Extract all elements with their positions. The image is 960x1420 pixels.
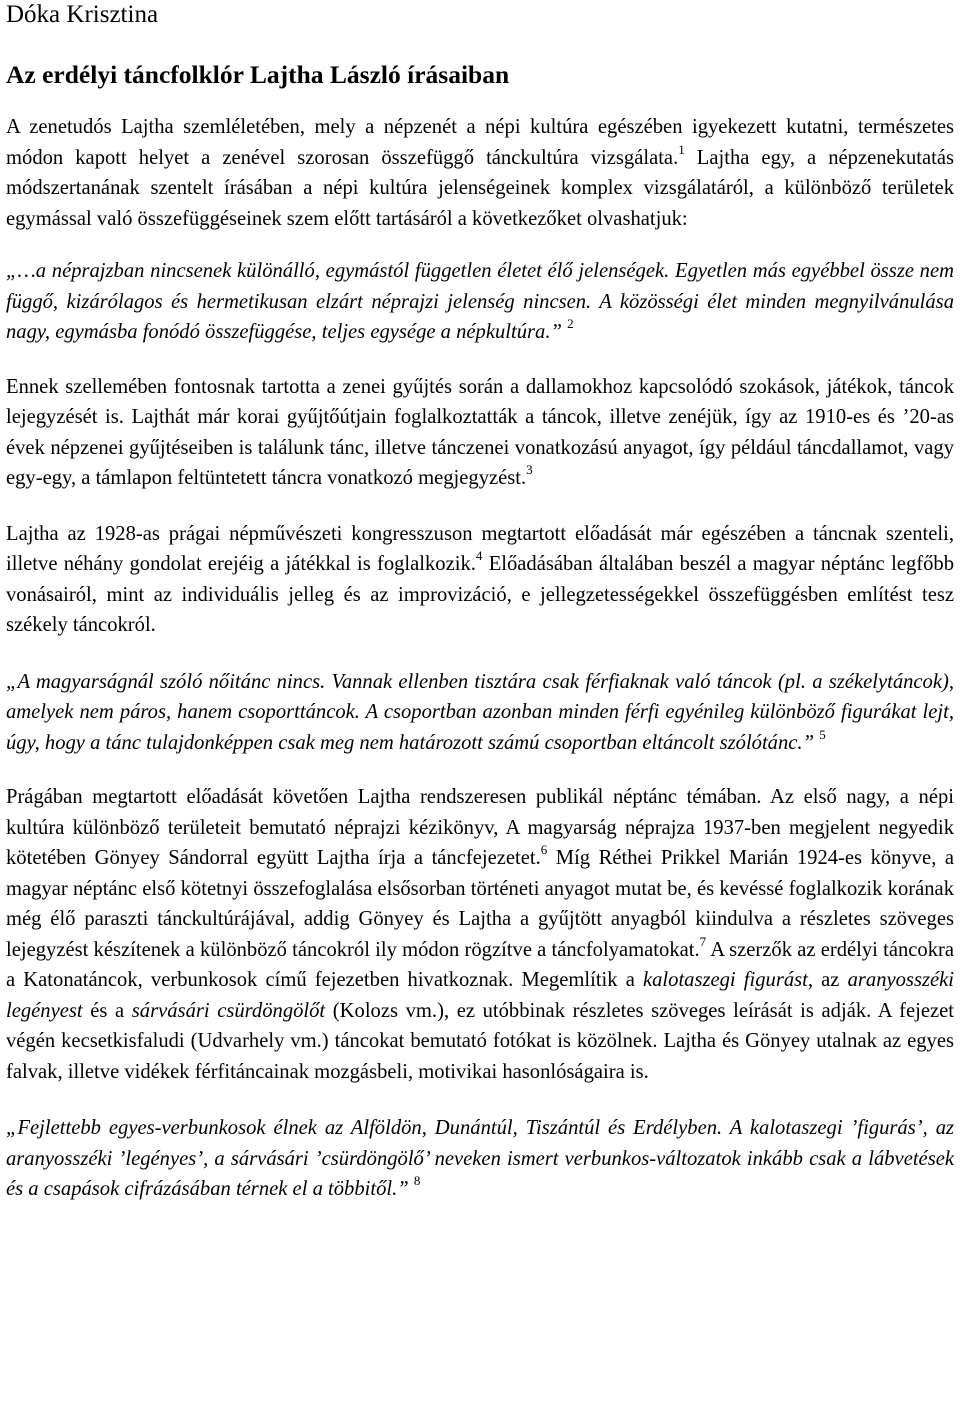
paragraph-intro (6, 112, 954, 234)
dance-name-italic: sárvásári csürdöngölőt (131, 999, 326, 1022)
quote-text: „…a néprajzban nincsenek különálló, egymástól független életet élő jelenségek. Egyetlen más egyébbel össze nem függő, kizárólagos és hermetikusan elzárt néprajzi jelenség nincsen. A közösségi élet minden megnyilvánulása nagy, egymásba fonódó összefüggése, teljes egysége a népkultúra.” (6, 260, 954, 343)
dance-name-italic: aranyosszéki legényest (6, 969, 954, 1022)
paragraph-text: (Kolozs vm.), ez utóbbinak részletes szöveges leírását is adják. A fejezet végén kecsetkisfaludi (Udvarhely vm.) táncokat bemutató fotókat is közölnek. Lajtha és Gönyey utalnak az egyes falvak, illetve vidékek férfitáncainak mozgásbeli, motivikai hasonlóságaira is. (6, 999, 954, 1083)
footnote-ref-8[interactable]: 8 (413, 1173, 421, 1189)
footnote-ref-7[interactable]: 7 (699, 933, 707, 949)
paragraph-publications (6, 782, 954, 1087)
document-title: Az erdélyi táncfolklór Lajtha László írásaiban (6, 60, 510, 89)
footnote-ref-5[interactable]: 5 (819, 726, 826, 742)
paragraph-prague (6, 519, 954, 641)
paragraph-text: Ennek szellemében fontosnak tartotta a zenei gyűjtés során a dallamokhoz kapcsolódó szokások, játékok, táncok lejegyzését is. Lajthát már korai gyűjtőútjain foglalkoztatták a táncok, illetve zenéjük, így az 1910-es és ’20-as évek népzenei gyűjtéseiben is találunk tánc, illetve tánczenei vonatkozású anyagot, így például táncdallamot, vagy egy-egy, a támlapon feltüntetett táncra vonatkozó megjegyzést. (6, 375, 954, 489)
paragraph-text: és a (82, 999, 132, 1022)
footnote-ref-4[interactable]: 4 (475, 548, 483, 564)
footnote-ref-6[interactable]: 6 (540, 842, 548, 858)
author-name: Dóka Krisztina (6, 1, 159, 28)
paragraph-text: Lajtha az 1928-as prágai népművészeti kongresszuson megtartott előadását már egészében a táncnak szenteli, illetve néhány gondolat erejéig a játékkal is foglalkozik. (6, 522, 954, 575)
quote-text: „A magyarságnál szóló nőitánc nincs. Vannak ellenben tisztára csak férfiaknak való táncok (pl. a székelytáncok), amelyek nem páros, hanem csoporttáncok. A csoportban azonban minden férfi egyénileg különböző figurákat lejt, úgy, hogy a tánc tulajdonképpen csak meg nem határozott számú csoportban eltáncolt szólótánc.” (6, 670, 954, 754)
quote-text: „Fejlettebb egyes-verbunkosok élnek az Alföldön, Dunántúl, Tiszántúl és Erdélyben. A kalotaszegi ’figurás’, az aranyosszéki ’legényes’, a sárvásári ’csürdöngölő’ neveken ismert verbunkos-változatok inkább csak a lábvetések és a csapások cifrázásában térnek el a többitől.” (6, 1117, 954, 1200)
document-page (6, 0, 954, 1205)
footnote-ref-2[interactable]: 2 (567, 316, 574, 332)
quote-block-1 (6, 256, 954, 348)
paragraph-text: Prágában megtartott előadását követően Lajtha rendszeresen publikál néptánc témában. Az első nagy, a népi kultúra különböző területeit bemutató néprajzi kézikönyv, A magyarság néprajza 1937-ben megjelent negyedik kötetében Gönyey Sándorral együtt Lajtha írja a táncfejezetet. (6, 786, 954, 869)
footnote-ref-1[interactable]: 1 (678, 141, 685, 157)
paragraph-collecting (6, 372, 954, 494)
paragraph-text: Előadásában általában beszél a magyar néptánc legfőbb vonásairól, mint az individuális jelleg és az improvizáció, e jellegzetességekkel összefüggésben említést tesz székely táncokról. (6, 553, 954, 636)
footnote-ref-3[interactable]: 3 (526, 462, 533, 478)
paragraph-text: A zenetudós Lajtha szemléletében, mely a népzenét a népi kultúra egészében igyekezett kutatni, természetes módon kapott helyet a zenével szorosan összefüggő tánckultúra vizsgálata. (6, 116, 954, 169)
paragraph-text: , az (807, 969, 848, 991)
quote-block-3 (6, 1113, 954, 1205)
paragraph-text: Míg Réthei Prikkel Marián 1924-es könyve, a magyar néptánc első kötetnyi összefoglalása elsősorban történeti anyagot mutat be, és kevéssé foglalkozik korának még élő paraszti tánckultúrájával, addig Gönyey és Lajtha a gyűjtött anyagból kiindulva a részletes szöveges lejegyzést készítenek a különböző táncokról ily módon rögzítve a táncfolyamatokat. (6, 847, 955, 961)
dance-name-italic: kalotaszegi figurást (642, 969, 808, 991)
paragraph-text: A szerzők az erdélyi táncokra a Katonatáncok, verbunkosok című fejezetben hivatkoznak. Megemlítik a (6, 938, 954, 991)
paragraph-text: Lajtha egy, a népzenekutatás módszertanának szentelt írásában a népi kultúra jelenségeinek komplex vizsgálatáról, a különböző területek egymással való összefüggéseinek szem előtt tartásáról a következőket olvashatjuk: (6, 146, 954, 230)
quote-block-2 (6, 667, 954, 759)
